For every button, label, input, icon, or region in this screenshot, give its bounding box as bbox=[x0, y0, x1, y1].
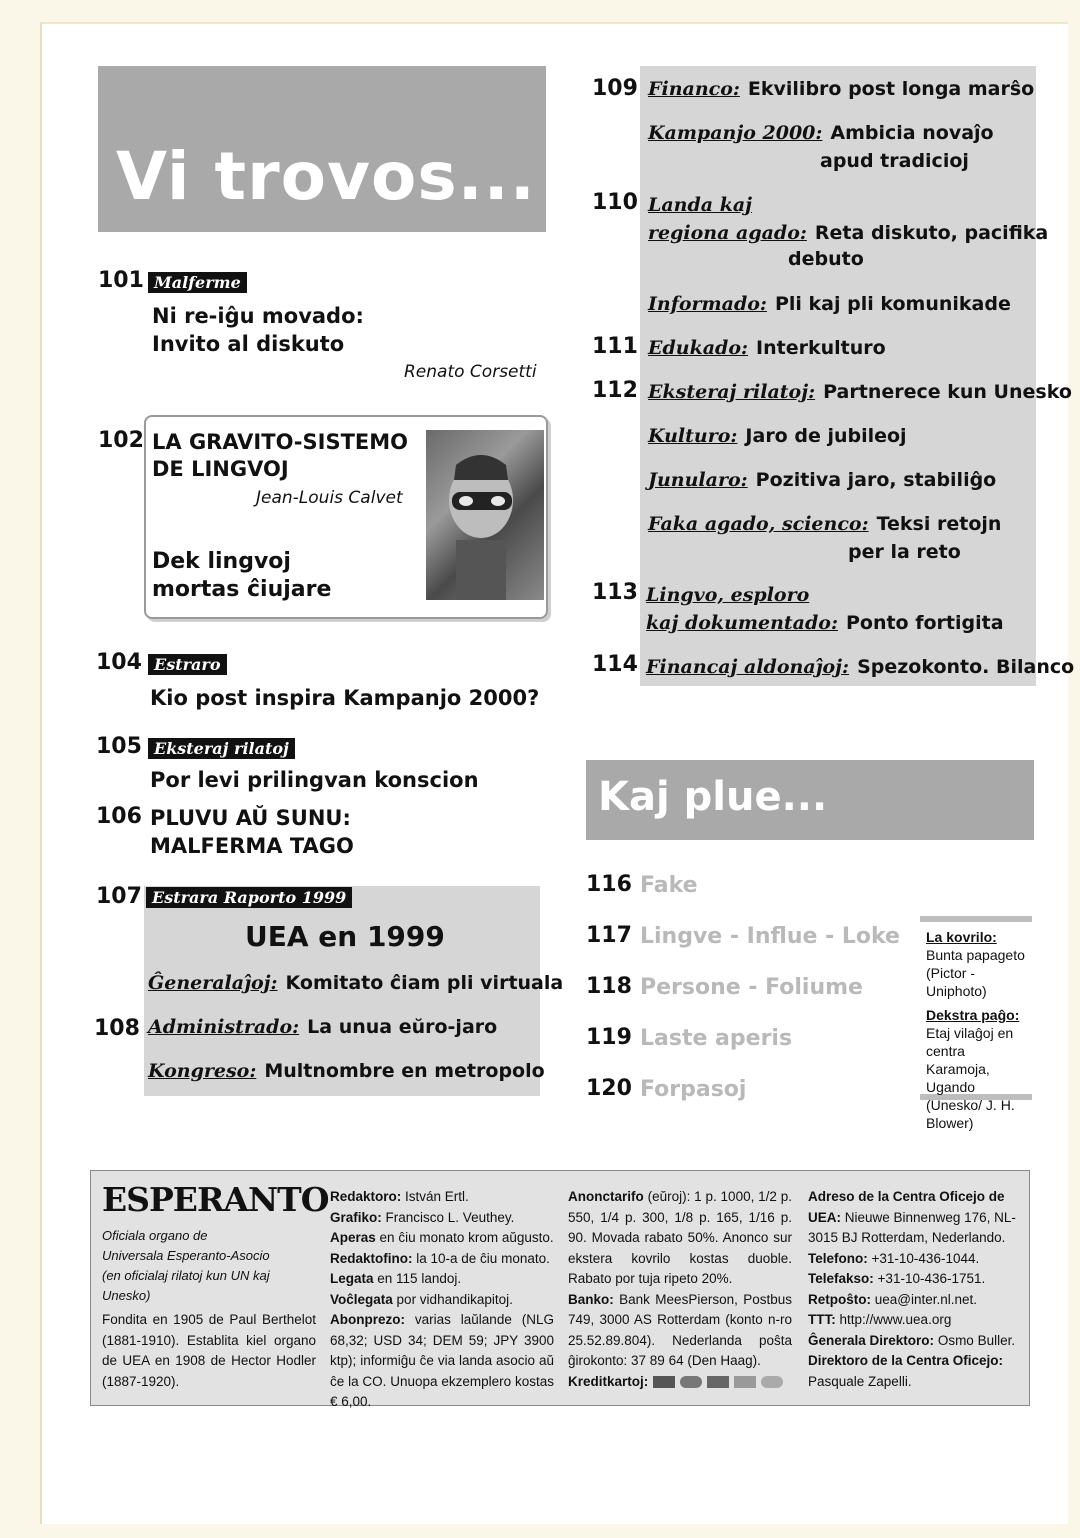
field-label: TTT: bbox=[808, 1312, 836, 1327]
masthead-col3 bbox=[568, 1187, 792, 1392]
entry-text[interactable]: per la reto bbox=[848, 541, 961, 563]
section-label: Financo: bbox=[648, 78, 740, 100]
entry-text: Ekvilibro post longa marŝo bbox=[747, 78, 1035, 100]
field-label: Banko: bbox=[568, 1291, 614, 1307]
entry-text: Pli kaj pli komunikade bbox=[774, 293, 1011, 315]
field-label: Adreso de la Centra Oficejo de UEA: bbox=[808, 1189, 1005, 1225]
more-item[interactable]: Forpasoj bbox=[640, 1077, 747, 1102]
report-headline[interactable]: UEA en 1999 bbox=[245, 920, 445, 953]
section-label: Ĝeneralaĵoj: bbox=[148, 972, 278, 994]
section-label: Kampanjo 2000: bbox=[648, 122, 823, 144]
field-label: Ĝenerala Direktoro: bbox=[808, 1332, 935, 1348]
section-label: kaj dokumentado: bbox=[646, 612, 838, 634]
section-tag: Estraro bbox=[148, 654, 227, 675]
section-tag: Eksteraj rilatoj bbox=[148, 738, 295, 759]
caption-label: Dekstra paĝo: bbox=[926, 1007, 1020, 1023]
entry-title[interactable]: Kio post inspira Kampanjo 2000? bbox=[150, 686, 540, 710]
section-label: Eksteraj rilatoj: bbox=[648, 381, 816, 403]
entry-title[interactable]: Ni re-iĝu movado: bbox=[152, 304, 364, 328]
feature-photo bbox=[426, 430, 544, 600]
field-value: (eŭroj): 1 p. 1000, 1/2 p. 550, 1/4 p. 300, 1/8 p. 165, 1/16 p. 90. Movada rabato 50%. Anonco sur ekstera kovrilo kostas duoble. Rabato por tuja ripeto 20%. bbox=[568, 1189, 792, 1286]
feature-author: Jean-Louis Calvet bbox=[256, 488, 403, 508]
entry-text: Ambicia novaĵo bbox=[830, 122, 994, 144]
field-label: Retpoŝto: bbox=[808, 1291, 871, 1307]
section-label: regiona agado: bbox=[648, 222, 807, 244]
section-label: Landa kaj bbox=[648, 194, 753, 216]
field-value: en 115 landoj. bbox=[377, 1271, 462, 1286]
entry-title[interactable]: Invito al diskuto bbox=[152, 332, 345, 356]
field-label: Abonprezo: bbox=[330, 1312, 405, 1327]
entry-text: Spezokonto. Bilanco bbox=[857, 656, 1075, 678]
toc-row[interactable] bbox=[148, 1060, 545, 1082]
field-label: Telefakso: bbox=[808, 1271, 874, 1286]
credit-card-icon bbox=[761, 1376, 783, 1388]
entry-text: Ponto fortigita bbox=[845, 612, 1004, 634]
field-value: Osmo Buller. bbox=[937, 1332, 1016, 1348]
entry-title[interactable]: PLUVU AŬ SUNU: bbox=[150, 806, 351, 830]
entry-text: Interkulturo bbox=[756, 337, 886, 359]
toc-row[interactable] bbox=[148, 1016, 497, 1038]
field-value: +31-10-436-1044. bbox=[871, 1250, 980, 1266]
field-value: +31-10-436-1751. bbox=[877, 1271, 986, 1286]
entry-text: La unua eŭro-jaro bbox=[307, 1016, 498, 1038]
section-label: Informado: bbox=[648, 293, 767, 315]
field-label: Direktoro de la Centra Oficejo: bbox=[808, 1353, 1004, 1368]
toc-row[interactable] bbox=[646, 656, 1074, 678]
field-label: Kreditkartoj: bbox=[568, 1373, 649, 1389]
field-label: Grafiko: bbox=[330, 1209, 382, 1225]
more-page-number[interactable]: 120 bbox=[586, 1076, 632, 1101]
toc-row[interactable] bbox=[648, 469, 996, 491]
field-value: varias laŭlande (NLG 68,32; USD 34; DEM 59; JPY 3900 ktp); informiĝu ĉe via landa asocio aŭ ĉe la CO. Unuopa ekzemplero kostas € 6,00. bbox=[330, 1312, 554, 1409]
more-title: Kaj plue... bbox=[598, 774, 828, 820]
entry-page-number[interactable]: 112 bbox=[592, 378, 638, 403]
credit-card-icon bbox=[734, 1376, 756, 1388]
feature-subtitle[interactable]: Dek lingvoj bbox=[152, 549, 291, 574]
section-label: Edukado: bbox=[648, 337, 749, 359]
caption-text: Etaj vilaĝoj en centra Karamoja, Ugando (Unesko/ J. H. Blower) bbox=[926, 1025, 1015, 1131]
entry-page-number[interactable]: 105 bbox=[96, 734, 142, 759]
entry-text: Multnombre en metropolo bbox=[264, 1060, 545, 1082]
entry-page-number[interactable]: 110 bbox=[592, 190, 638, 215]
entry-page-number[interactable]: 109 bbox=[592, 76, 638, 101]
toc-row[interactable] bbox=[148, 972, 563, 994]
entry-page-number[interactable]: 101 bbox=[98, 268, 144, 293]
toc-row[interactable] bbox=[646, 612, 1004, 634]
masthead-col4 bbox=[808, 1187, 1022, 1392]
more-item[interactable]: Persone - Foliume bbox=[640, 975, 863, 1000]
face-photo-icon bbox=[426, 430, 544, 600]
field-value: Nieuwe Binnenweg 176, NL-3015 BJ Rotterdam, Nederlando. bbox=[808, 1209, 1016, 1245]
more-item[interactable]: Fake bbox=[640, 873, 698, 898]
organ-line: Universala Esperanto-Asocio bbox=[102, 1248, 270, 1263]
more-page-number[interactable]: 118 bbox=[586, 974, 632, 999]
caption-label: La kovrilo: bbox=[926, 929, 997, 945]
section-label: Kongreso: bbox=[148, 1060, 257, 1082]
field-value: István Ertl. bbox=[405, 1189, 469, 1204]
more-page-number[interactable]: 119 bbox=[586, 1025, 632, 1050]
masthead-organ bbox=[102, 1226, 318, 1306]
entry-page-number[interactable]: 104 bbox=[96, 650, 142, 675]
field-value: Bank MeesPierson, Postbus 749, 3000 AS Rotterdam (konto n-ro 25.52.89.804). Nederlanda poŝta ĝirokonto: 37 89 64 (Den Haag). bbox=[568, 1291, 792, 1368]
entry-title[interactable]: MALFERMA TAGO bbox=[150, 834, 354, 858]
credit-card-icon bbox=[707, 1376, 729, 1388]
credit-card-icon bbox=[653, 1376, 675, 1388]
entry-text: Teksi retojn bbox=[876, 513, 1002, 535]
field-value: en ĉiu monato krom aŭgusto. bbox=[379, 1230, 554, 1245]
entry-page-number[interactable]: 114 bbox=[592, 652, 638, 677]
entry-page-number[interactable]: 106 bbox=[96, 804, 142, 829]
entry-author: Renato Corsetti bbox=[404, 362, 537, 382]
section-tag: Malferme bbox=[148, 272, 247, 293]
field-label: Redaktofino: bbox=[330, 1250, 413, 1266]
entry-text: Pozitiva jaro, stabiliĝo bbox=[755, 469, 997, 491]
toc-row[interactable] bbox=[648, 513, 1001, 535]
section-label: Lingvo, esploro bbox=[646, 584, 810, 606]
section-tag: Estrara Raporto 1999 bbox=[146, 887, 352, 908]
entry-page-number[interactable]: 111 bbox=[592, 334, 638, 359]
caption-text: Bunta papageto (Pictor - Uniphoto) bbox=[926, 947, 1025, 999]
field-label: Anonctarifo bbox=[568, 1189, 644, 1204]
masthead-founded: Fondita en 1905 de Paul Berthelot (1881-1910). Establita kiel organo de UEA en 1908 de Hector Hodler (1887-1920). bbox=[102, 1312, 316, 1389]
toc-row[interactable] bbox=[648, 337, 886, 359]
field-value: por vidhandikapitoj. bbox=[396, 1291, 513, 1307]
section-label: Faka agado, scienco: bbox=[648, 513, 869, 535]
title-banner bbox=[98, 66, 546, 232]
entry-text[interactable]: debuto bbox=[788, 248, 864, 270]
entry-text[interactable]: apud tradicioj bbox=[820, 150, 969, 172]
section-label: Kulturo: bbox=[648, 425, 738, 447]
entry-text: Reta diskuto, pacifika bbox=[814, 222, 1049, 244]
field-value: Francisco L. Veuthey. bbox=[385, 1209, 515, 1225]
more-item[interactable]: Lingve - Influe - Loke bbox=[640, 924, 900, 949]
more-page-number[interactable]: 117 bbox=[586, 923, 632, 948]
entry-page-number[interactable]: 108 bbox=[94, 1016, 140, 1041]
toc-row[interactable] bbox=[648, 78, 1034, 100]
field-label: Aperas bbox=[330, 1230, 376, 1245]
field-value: uea@inter.nl.net. bbox=[874, 1291, 978, 1307]
field-value: http://www.uea.org bbox=[839, 1312, 952, 1327]
entry-text: Jaro de jubileoj bbox=[745, 425, 907, 447]
entry-title[interactable]: Por levi prilingvan konscion bbox=[150, 768, 479, 792]
entry-page-number[interactable]: 113 bbox=[592, 580, 638, 605]
field-value: la 10-a de ĉiu monato. bbox=[416, 1250, 550, 1266]
feature-title[interactable]: LA GRAVITO-SISTEMO bbox=[152, 430, 409, 454]
field-label: Redaktoro: bbox=[330, 1189, 402, 1204]
field-value: Pasquale Zapelli. bbox=[808, 1373, 912, 1389]
section-label: Financaj aldonaĵoj: bbox=[646, 656, 850, 678]
masthead-col2 bbox=[330, 1187, 554, 1413]
feature-subtitle[interactable]: mortas ĉiujare bbox=[152, 577, 332, 602]
toc-row[interactable] bbox=[648, 425, 907, 447]
toc-row[interactable] bbox=[648, 222, 1048, 244]
cover-caption bbox=[920, 916, 1032, 1131]
more-page-number[interactable]: 116 bbox=[586, 872, 632, 897]
feature-title[interactable]: DE LINGVOJ bbox=[152, 457, 289, 481]
credit-card-icon bbox=[680, 1376, 702, 1388]
organ-line: Oficiala organo de bbox=[102, 1228, 208, 1243]
section-label: Administrado: bbox=[148, 1016, 300, 1038]
entry-page-number[interactable]: 107 bbox=[96, 884, 142, 909]
entry-text: Komitato ĉiam pli virtuala bbox=[285, 972, 564, 994]
more-item[interactable]: Laste aperis bbox=[640, 1026, 793, 1051]
more-banner bbox=[586, 760, 1034, 840]
field-label: Telefono: bbox=[808, 1250, 868, 1266]
organ-line: (en oficialaj rilatoj kun UN kaj Unesko) bbox=[102, 1268, 270, 1303]
field-label: Legata bbox=[330, 1271, 374, 1286]
toc-row[interactable] bbox=[648, 293, 1011, 315]
section-label: Junularo: bbox=[648, 469, 748, 491]
masthead-logo: ESPERANTO bbox=[102, 1180, 329, 1219]
toc-row[interactable] bbox=[648, 381, 1072, 403]
field-label: Voĉlegata bbox=[330, 1291, 393, 1307]
toc-row[interactable] bbox=[648, 122, 994, 144]
page-title: Vi trovos... bbox=[116, 138, 536, 215]
entry-text: Partnerece kun Unesko bbox=[823, 381, 1072, 403]
entry-page-number[interactable]: 102 bbox=[98, 428, 144, 453]
